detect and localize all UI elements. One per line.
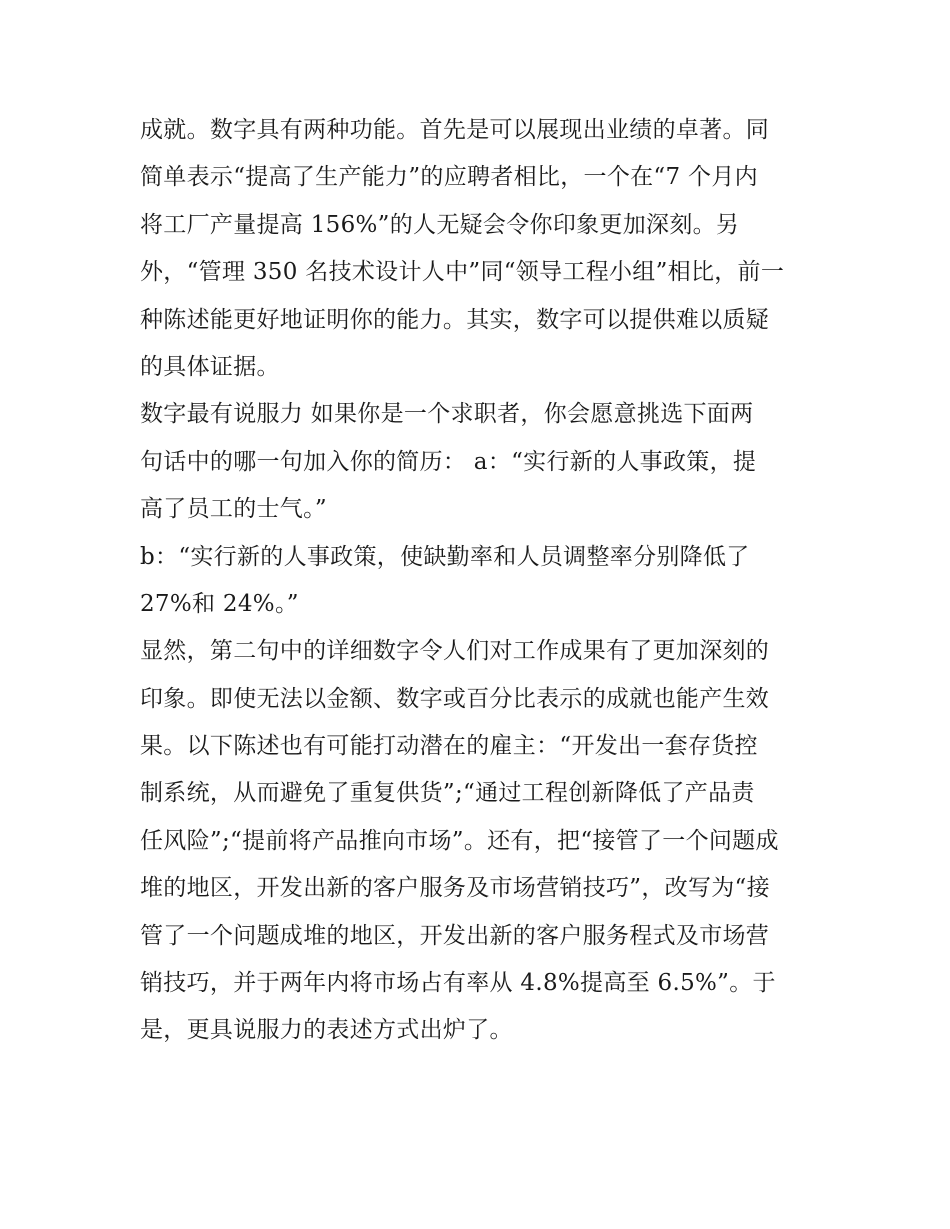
body-text [140, 107, 820, 1055]
text-line: 成就。数字具有两种功能。首先是可以展现出业绩的卓著。同 [140, 117, 770, 143]
text-line: 高了员工的士气。” [140, 496, 327, 523]
text-line: 句话中的哪一句加入你的简历： a：“实行新的人事政策，提 [140, 448, 757, 475]
text-line: 管了一个问题成堆的地区，开发出新的客户服务程式及市场营 [140, 922, 770, 949]
text-line: 任风险”;“提前将产品推向市场”。还有，把“接管了一个问题成 [140, 827, 779, 854]
text-line: 27%和 24%。” [140, 590, 299, 617]
text-line: 种陈述能更好地证明你的能力。其实，数字可以提供难以质疑 [140, 306, 770, 333]
text-line: b：“实行新的人事政策，使缺勤率和人员调整率分别降低了 [140, 543, 750, 570]
text-line: 的具体证据。 [140, 353, 280, 380]
text-line: 制系统，从而避免了重复供货”;“通过工程创新降低了产品责 [140, 780, 755, 807]
text-line: 将工厂产量提高 156%”的人无疑会令你印象更加深刻。另 [140, 211, 740, 238]
text-line: 简单表示“提高了生产能力”的应聘者相比，一个在“7 个月内 [140, 164, 758, 191]
text-line: 销技巧，并于两年内将市场占有率从 4.8%提高至 6.5%”。于 [140, 970, 776, 997]
text-line: 外，“管理 350 名技术设计人中”同“领导工程小组”相比，前一 [140, 259, 785, 286]
text-line: 堆的地区，开发出新的客户服务及市场营销技巧”，改写为“接 [140, 875, 770, 902]
text-line: 果。以下陈述也有可能打动潜在的雇主：“开发出一套存货控 [140, 733, 758, 760]
text-line: 数字最有说服力 如果你是一个求职者，你会愿意挑选下面两 [140, 401, 754, 428]
text-line: 印象。即使无法以金额、数字或百分比表示的成就也能产生效 [140, 685, 770, 712]
text-line: 显然，第二句中的详细数字令人们对工作成果有了更加深刻的 [140, 638, 770, 665]
text-line: 是，更具说服力的表述方式出炉了。 [140, 1017, 513, 1044]
